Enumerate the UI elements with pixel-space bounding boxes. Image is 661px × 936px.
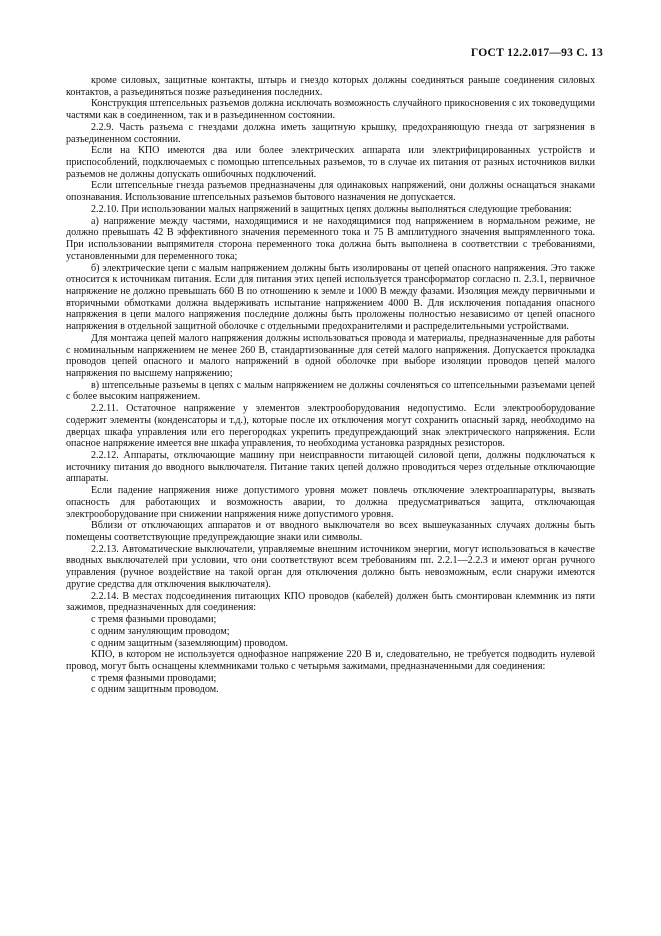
list-item: с тремя фазными проводами; xyxy=(91,672,217,684)
paragraph: 2.2.9. Часть разъема с гнездами должна иметь защитную крышку, предохраняющую гнезда от загрязнения в разъединенном состоянии. xyxy=(66,121,595,145)
document-body xyxy=(66,75,595,696)
paragraph: а) напряжение между частями, находящимися и не находящимися под напряжением в нормальном режиме, не должно превышать 42 В эффективного значения переменного тока и 75 В амплитудного значения выпрямленного тока. При использовании выпрямителя сторона переменного тока должна быть выполнена в соответствии с требованиями, установленными для переменного тока; xyxy=(66,215,595,262)
paragraph: 2.2.10. При использовании малых напряжений в защитных цепях должны выполняться следующие требования: xyxy=(91,203,572,215)
paragraph: Если штепсельные гнезда разъемов предназначены для одинаковых напряжений, они должны оснащаться знаками опознавания. Использование штепсельных разъемов бытового назначения не допускается. xyxy=(66,180,595,204)
paragraph: 2.2.14. В местах подсоединения питающих КПО проводов (кабелей) должен быть смонтирован клеммник из пяти зажимов, предназначенных для соединения: xyxy=(66,590,595,614)
paragraph: 2.2.13. Автоматические выключатели, управляемые внешним источником энергии, могут использоваться в качестве вводных выключателей при условии, что они соответствуют всем требованиям пп. 2.2.1—2.2.3 и имеют орган ручного управления (ручное воздействие на такой орган для отключения должно быть невозможным, если снаружи имеются другие средства для отключения выключателя). xyxy=(66,543,595,590)
list-item: с одним защитным (заземляющим) проводом. xyxy=(91,637,288,649)
list-item: с одним зануляющим проводом; xyxy=(91,625,230,637)
list-item: с тремя фазными проводами; xyxy=(91,614,217,626)
list-item: с одним защитным проводом. xyxy=(91,684,219,696)
paragraph: Конструкция штепсельных разъемов должна исключать возможность случайного прикосновения с их токоведущими частями как в соединенном, так и в разъединенном состоянии. xyxy=(66,98,595,122)
paragraph: Вблизи от отключающих аппаратов и от вводного выключателя во всех вышеуказанных случаях должны быть помещены соответствующие предупреждающие знаки или символы. xyxy=(66,520,595,544)
paragraph: 2.2.11. Остаточное напряжение у элементов электрооборудования недопустимо. Если электрооборудование содержит элементы (конденсаторы и т.д.), которые после их отключения могут сохранить опасный заряд, необходимо на дверцах шкафа управления или его перегородках укрепить предупреждающий знак электрического напряжения. Если опасное напряжение имеется вне шкафа управления, то необходима установка разрядных резисторов. xyxy=(66,403,595,450)
paragraph: КПО, в котором не используется однофазное напряжение 220 В и, следовательно, не требуется подводить нулевой провод, могут быть оснащены клеммниками только с четырьмя зажимами, предназначенными для соединения: xyxy=(66,649,595,672)
paragraph: в) штепсельные разъемы в цепях с малым напряжением не должны сочленяться со штепсельными разъемами цепей с более высоким напряжением. xyxy=(66,379,595,403)
paragraph: 2.2.12. Аппараты, отключающие машину при неисправности питающей силовой цепи, должны подключаться к источнику питания до вводного выключателя. Питание таких цепей должно проводиться через отдельные отключающие аппараты. xyxy=(66,450,595,485)
paragraph: Если падение напряжения ниже допустимого уровня может повлечь отключение электроаппаратуры, вызвать опасность для работающих и возможность аварии, то должна предусматриваться защита, отключающая электрооборудование при снижении напряжения ниже допустимого уровня. xyxy=(66,485,595,520)
paragraph: кроме силовых, защитные контакты, штырь и гнездо которых должны соединяться раньше соединения силовых контактов, а разъединяться позже разъединения последних. xyxy=(66,75,595,98)
page-header: ГОСТ 12.2.017—93 С. 13 xyxy=(470,46,603,59)
paragraph: б) электрические цепи с малым напряжением должны быть изолированы от цепей опасного напряжения. Это также относится к источникам питания. Если для питания этих цепей используется трансформатор согласно п. 2.3.1, первичное напряжение не должно превышать 660 В по отношению к земле и 1000 В между фазами. Изоляция между первичными и вторичными обмотками должна выдерживать испытание напряжением 4000 В. Для исключения попадания опасного напряжения в цепи малого напряжения последние должны быть проложены полностью независимо от цепей опасного напряжения в отдельной защитной оболочке с отдельными предохранителями и распределительными устройствами. xyxy=(66,262,595,333)
paragraph: Если на КПО имеются два или более электрических аппарата или электрифицированных устройств и приспособлений, подключаемых с помощью штепсельных разъемов, то в случае их питания от разных источников вилки разъемов не должны допускать ошибочных подключений. xyxy=(66,145,595,180)
paragraph: Для монтажа цепей малого напряжения должны использоваться провода и материалы, предназначенные для работы с номинальным напряжением не менее 260 В, стандартизованные для сетей малого напряжения. Допускается прокладка проводов цепей опасного и малого напряжений в одной оболочке при выборе изоляции проводов цепей малого напряжения по высшему напряжению; xyxy=(66,332,595,379)
